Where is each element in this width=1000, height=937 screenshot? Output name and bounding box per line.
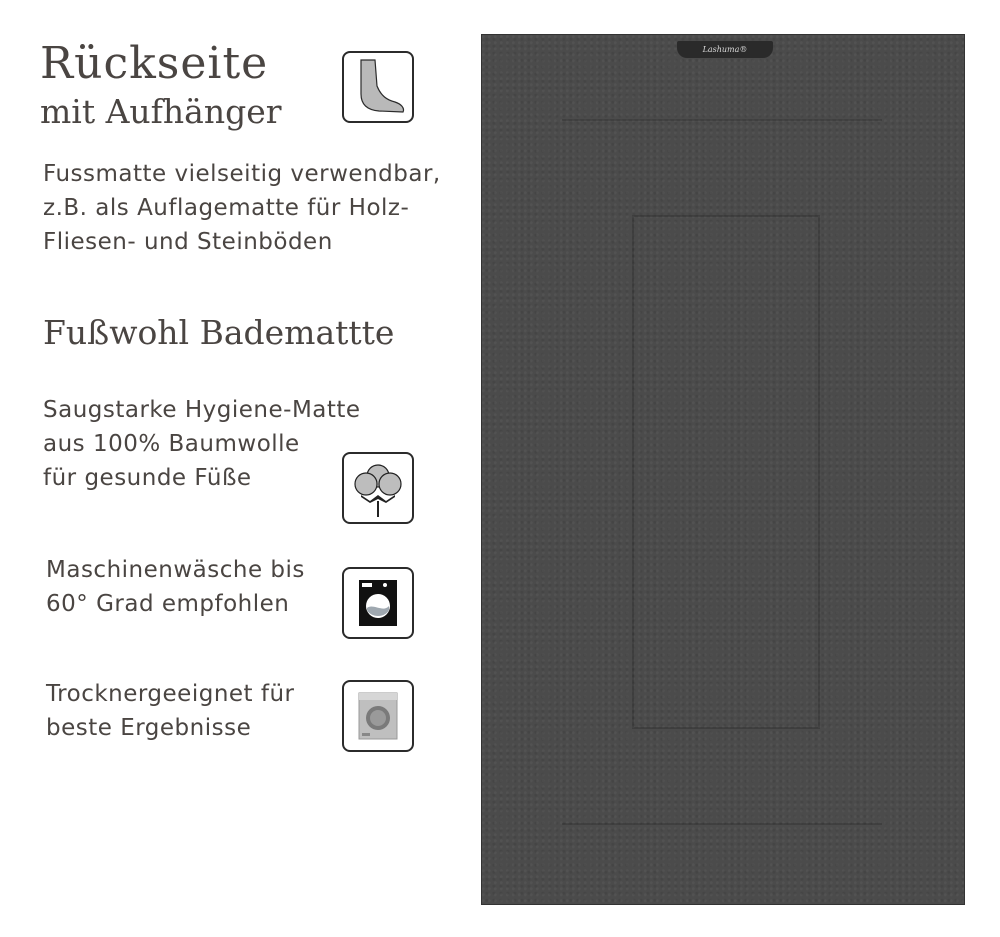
feature-line: Maschinenwäsche bis <box>46 557 305 583</box>
usage-description <box>43 157 441 259</box>
usage-line: Fliesen- und Steinböden <box>43 229 333 255</box>
section-subtitle-hanger: mit Aufhänger <box>40 92 282 131</box>
dryer-icon <box>342 680 414 752</box>
feature-dryer <box>46 677 295 745</box>
feature-line: beste Ergebnisse <box>46 715 252 741</box>
feature-line: Saugstarke Hygiene-Matte <box>43 397 361 423</box>
mat-border-stripe <box>562 823 882 825</box>
usage-line: Fussmatte vielseitig verwendbar, <box>43 161 441 187</box>
mat-inner-frame <box>632 215 820 729</box>
section-title-back: Rückseite <box>40 38 269 89</box>
foot-icon <box>342 51 414 123</box>
feature-line: 60° Grad empfohlen <box>46 591 290 617</box>
feature-absorbent <box>43 393 361 495</box>
washing-machine-icon <box>342 567 414 639</box>
section-title-bathmat: Fußwohl Bademattte <box>43 313 395 352</box>
feature-line: Trocknergeeignet für <box>46 681 295 707</box>
feature-washable <box>46 553 305 621</box>
mat-border-stripe <box>562 119 882 121</box>
cotton-icon <box>342 452 414 524</box>
bath-mat-image <box>481 34 965 905</box>
feature-line: aus 100% Baumwolle <box>43 431 300 457</box>
feature-line: für gesunde Füße <box>43 465 252 491</box>
usage-line: z.B. als Auflagematte für Holz- <box>43 195 410 221</box>
brand-label: Lashuma® <box>677 41 773 58</box>
